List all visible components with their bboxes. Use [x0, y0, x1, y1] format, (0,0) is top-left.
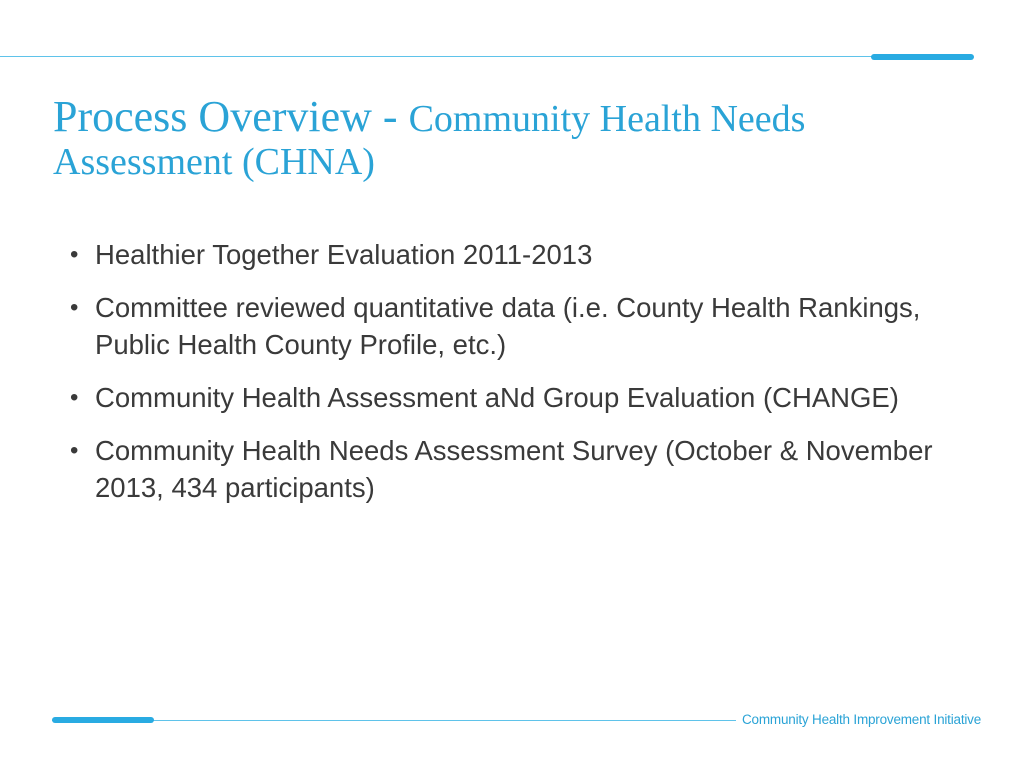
bullet-dot-icon: • — [70, 437, 79, 464]
bullet-item — [70, 432, 970, 506]
bullet-list — [70, 236, 970, 522]
top-accent-bar — [871, 54, 974, 60]
top-divider-line — [0, 56, 972, 57]
bullet-item — [70, 379, 970, 416]
bullet-text: Committee reviewed quantitative data (i.e. County Health Rankings, Public Health County Profile, etc.) — [95, 292, 921, 360]
bullet-text: Community Health Needs Assessment Survey (October & November 2013, 434 participants) — [95, 435, 933, 503]
bottom-accent-bar — [52, 717, 154, 723]
bullet-dot-icon: • — [70, 241, 79, 268]
bullet-dot-icon: • — [70, 294, 79, 321]
bullet-item — [70, 289, 970, 363]
footer-text: Community Health Improvement Initiative — [742, 712, 982, 727]
bullet-text: Healthier Together Evaluation 2011-2013 — [95, 239, 593, 270]
bullet-item — [70, 236, 970, 273]
title-subtitle: Community Health Needs Assessment (CHNA) — [53, 98, 806, 184]
title-main: Process Overview - — [53, 92, 409, 141]
slide-title — [53, 92, 983, 184]
bullet-dot-icon: • — [70, 384, 79, 411]
bullet-text: Community Health Assessment aNd Group Evaluation (CHANGE) — [95, 382, 899, 413]
bottom-divider-line — [52, 720, 736, 721]
